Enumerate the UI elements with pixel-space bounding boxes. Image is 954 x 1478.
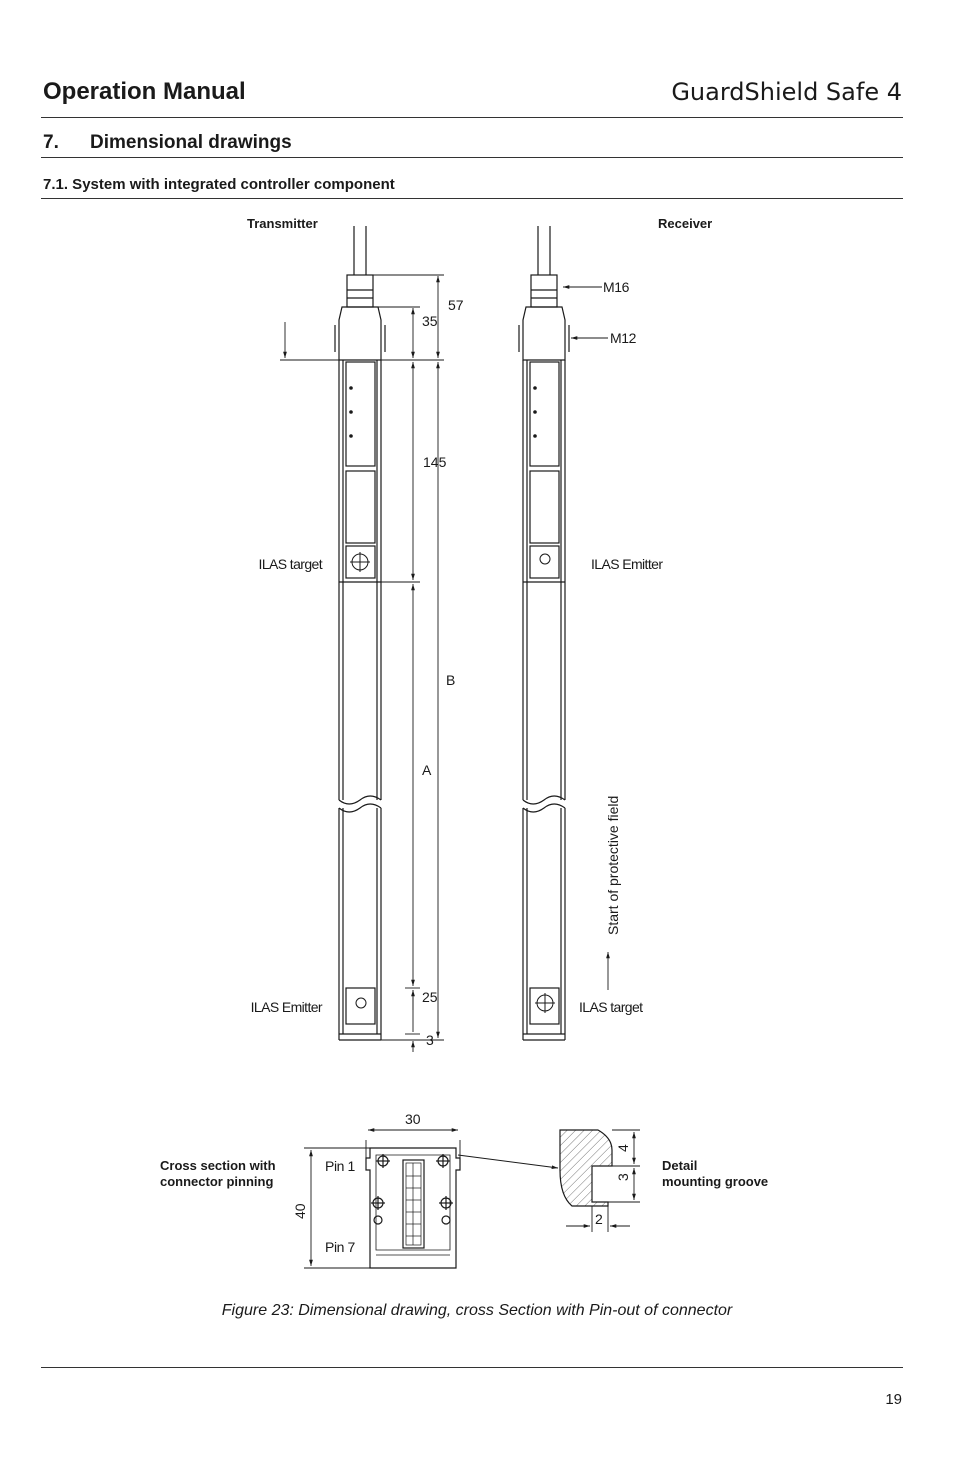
ilas-emitter-tx-label: ILAS Emitter (250, 999, 322, 1015)
protective-field-label: Start of protective field (605, 795, 621, 935)
dim-4: 4 (615, 1144, 631, 1152)
cross-section-label-1: Cross section with (160, 1158, 276, 1173)
detail-groove (560, 1130, 612, 1206)
cross-section (366, 1148, 460, 1268)
detail-label-2: mounting groove (662, 1174, 769, 1189)
header-title: Operation Manual (43, 78, 246, 105)
dim-2: 2 (595, 1211, 603, 1227)
circle-icon (540, 554, 550, 564)
crosshair-icon (350, 552, 370, 572)
header-product: GuardShield Safe 4 (671, 78, 902, 106)
ilas-target-tx-label: ILAS target (258, 556, 322, 572)
dim-b: B (446, 672, 456, 688)
detail-label-1: Detail (662, 1158, 698, 1173)
pin7-label: Pin 7 (325, 1239, 355, 1255)
dim-a: A (422, 762, 432, 778)
dim-3: 3 (426, 1032, 434, 1048)
dim-25: 25 (422, 989, 438, 1005)
dim-145: 145 (423, 454, 447, 470)
ilas-target-rx-label: ILAS target (579, 999, 643, 1015)
ilas-emitter-rx-label: ILAS Emitter (591, 556, 663, 572)
receiver-unit (519, 226, 569, 1040)
page-number: 19 (885, 1391, 902, 1408)
circle-icon (356, 998, 366, 1008)
section-number: 7. (43, 132, 59, 153)
receiver-label: Receiver (658, 216, 713, 231)
dim-40: 40 (292, 1203, 308, 1219)
subsection-heading: 7.1. System with integrated controller component (43, 176, 395, 193)
dim-35: 35 (422, 313, 438, 329)
crosshair-icon (535, 993, 555, 1013)
dim-3b: 3 (615, 1173, 631, 1181)
dim-30: 30 (405, 1111, 421, 1127)
dim-57: 57 (448, 297, 464, 313)
m12-label: M12 (610, 330, 637, 346)
section-title: Dimensional drawings (90, 132, 292, 153)
transmitter-unit (335, 226, 385, 1040)
figure-caption: Figure 23: Dimensional drawing, cross Section with Pin-out of connector (221, 1302, 733, 1319)
footer-rule (41, 1367, 903, 1368)
cross-section-label-2: connector pinning (160, 1174, 274, 1189)
m16-label: M16 (603, 279, 630, 295)
transmitter-label: Transmitter (247, 216, 318, 231)
pin1-label: Pin 1 (325, 1158, 355, 1174)
